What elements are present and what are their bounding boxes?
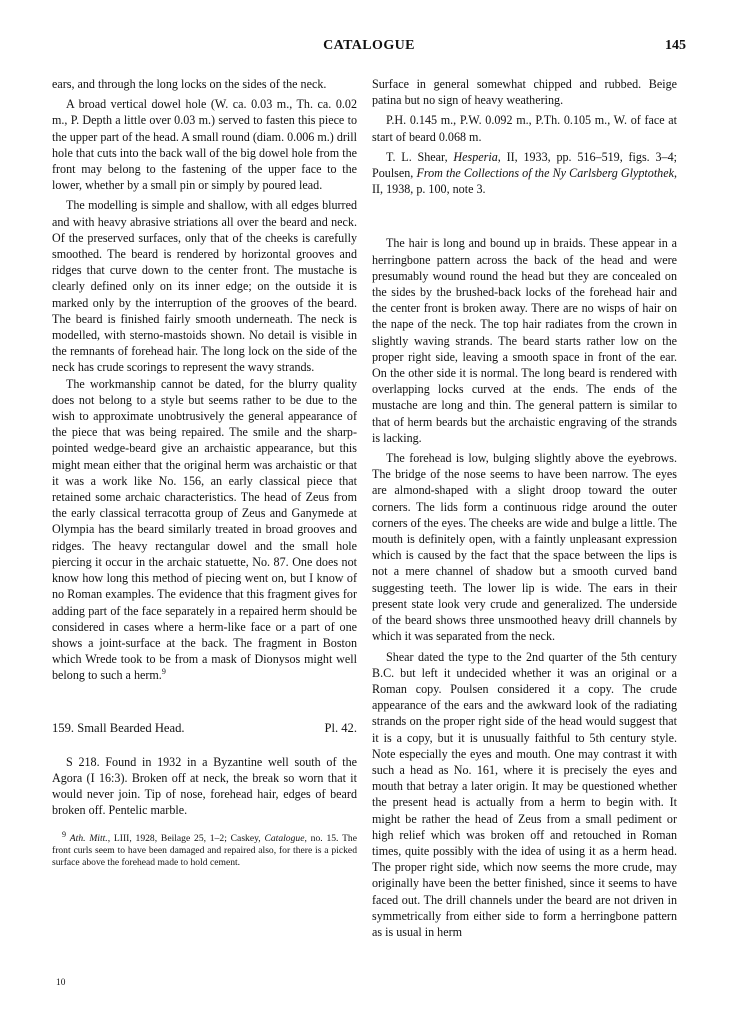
paragraph: A broad vertical dowel hole (W. ca. 0.03 m., Th. ca. 0.02 m., P. Depth a little over 0.03 m.) served to fasten this piece to the upper part of the head. A small round (diam. 0.006 m.) drill hole that cuts into the back wall of the big dowel hole from the front may belong to the fastening of the upper face to the lower, whether by a small pin or simply by poured lead. — [52, 97, 357, 193]
running-head: CATALOGUE — [323, 38, 415, 53]
page-header — [52, 38, 686, 58]
paragraph: Shear dated the type to the 2nd quarter of the 5th century B.C. but left it undecided whether it was an original or a Roman copy. Poulsen considered it a copy. The crude appearance of the ears and the awkward look of the radiating strands on the proper right side of the head would suggest that it is a copy, but it is unusually faithful to 5th century style. Note especially the eyes and mouth. One may contrast it with such a head as No. 161, where it is precisely the eyes and mouth that betray a later origin. It may be questioned whether the present head is actually from a herm to begin with. It might be rather the head of Zeus from a small pediment or high relief which was broken off and retouched in Roman times, quite possibly with the idea of using it as a herm head. The proper right side, which now seems the more crude, may originally have been the better finished, since it seems to have faced out. The drill channels under the beard are not driven in symmetrically from either side to form a herringbone pattern as is usual in herm — [372, 649, 677, 939]
paragraph: Surface in general somewhat chipped and rubbed. Beige patina but no sign of heavy weathering. — [372, 77, 677, 108]
right-column — [372, 76, 677, 940]
bibliography — [372, 149, 677, 198]
bibliography-title: Hesperia — [453, 149, 498, 164]
left-column — [52, 76, 357, 870]
paragraph: S 218. Found in 1932 in a Byzantine well south of the Agora (I 16:3). Broken off at neck, the break so worn that it would never join. Tip of nose, forehead hair, edges of beard broken off. Pentelic marble. — [52, 754, 357, 818]
footnote — [52, 829, 357, 870]
bibliography-title: From the Collections of the Ny Carlsberg Glyptothek — [416, 166, 674, 181]
bibliography-text: , II, 1938, p. 100, note 3. — [372, 166, 677, 197]
paragraph: The modelling is simple and shallow, with all edges blurred and with heavy abrasive striations all over the beard and neck. Of the preserved surfaces, only that of the cheeks is carefully smoothed. The beard is rendered by horizontal grooves and ridges that curve down to the center front. The mustache is clearly defined only on its inner edge; on the outside it is marked only by the interruption of the grooves of the beard. The beard is finished fairly smooth underneath. The neck is modelled, with sterno-mastoids shown. No detail is visible in the remnants of forehead hair. The long lock on the side of the neck has crude scorings to represent the wavy strands. — [52, 198, 357, 375]
catalogue-entry-heading — [52, 720, 357, 736]
entry-plate: Pl. 42. — [324, 720, 357, 735]
bibliography-text: , II, 1933, pp. 516–519, figs. 3–4; Poulsen, — [372, 149, 677, 181]
footnote-text: , no. 15. The front curls seem to have been damaged and repaired also, for there is a picked surface above the forehead made to hold cement. — [52, 832, 357, 869]
dimensions: P.H. 0.145 m., P.W. 0.092 m., P.Th. 0.105 m., W. of face at start of beard 0.068 m. — [372, 113, 677, 144]
bibliography-text: T. L. Shear, — [386, 149, 454, 164]
paragraph: The forehead is low, bulging slightly above the eyebrows. The bridge of the nose seems to have been narrow. The eyes are almond-shaped with a slight droop toward the outer corners. The lids form a continuous ridge around the outer corners of the eyes. The cheeks are wide and bulge a little. The mouth is definitely open, with a faintly unpleasant expression which is caused by the fact that the space between the lips is not a mere channel of shadow but a smooth curved band suggesting teeth. The lower lip is wide. The ears in their present state look very crude and generalized. The underside of the beard shows three unsmoothed heavy drill channels by which it was separated from the neck. — [372, 451, 677, 644]
paragraph: The hair is long and bound up in braids. These appear in a herringbone pattern across the back of the head and were presumably wound round the head but they are concealed on the sides by the brushed-back locks of the forehead hair and the center front is broken away. There are no wisps of hair on the nape of the neck. The top hair radiates from the crown in slightly waving strands. The beard starts rather low on the proper right side, leaving a smooth space in front of the ear. On the other side it is normal. The long beard is rendered with overlapping locks curved at the ends. The ends of the mustache are long and thin. The general pattern is similar to that of herm beards but the archaistic engraving of the strands is lacking. — [372, 236, 677, 445]
footnote-catalogue: Catalogue — [264, 832, 305, 844]
signature-mark: 10 — [56, 978, 66, 988]
footnote-marker: 9 — [62, 829, 66, 839]
entry-title: 159. Small Bearded Head. — [52, 720, 185, 735]
paragraph: ears, and through the long locks on the sides of the neck. — [52, 77, 327, 91]
paragraph — [52, 376, 357, 684]
footnote-text: , LIII, 1928, Beilage 25, 1–2; Caskey, — [107, 832, 265, 844]
footnote-ref: 9 — [161, 667, 166, 677]
footnote-journal: Ath. Mitt. — [69, 832, 108, 844]
paragraph-text: The workmanship cannot be dated, for the blurry quality does not belong to a style but seems rather to be due to the wish to approximate unobtrusively the general appearance of the piece that was being repaired. The smile and the sharp-pointed wedge-beard give an archaistic appearance, but this might mean either that the original herm was archaistic or that it was a work like No. 156, an early classical piece that retained some archaic characteristics. The head of Zeus from the early classical terracotta group of Zeus and Ganymede at Olympia has the beard similarly treated in broad grooves and ridges. The heavy rectangular dowel and the small hole piercing it occur in the archaic statuette, No. 87. One does not know how long this method of piecing went on, but I know of no Roman examples. The evidence that this fragment gives for adding part of the face separately in a repaired herm should be considered in cases where a herm-like face or a part of one shows a joint-surface at the back. The fragment in Boston which Wrede took to be from a mask of Dionysos might well belong to such a herm. — [52, 376, 357, 683]
page-number: 145 — [665, 38, 686, 53]
